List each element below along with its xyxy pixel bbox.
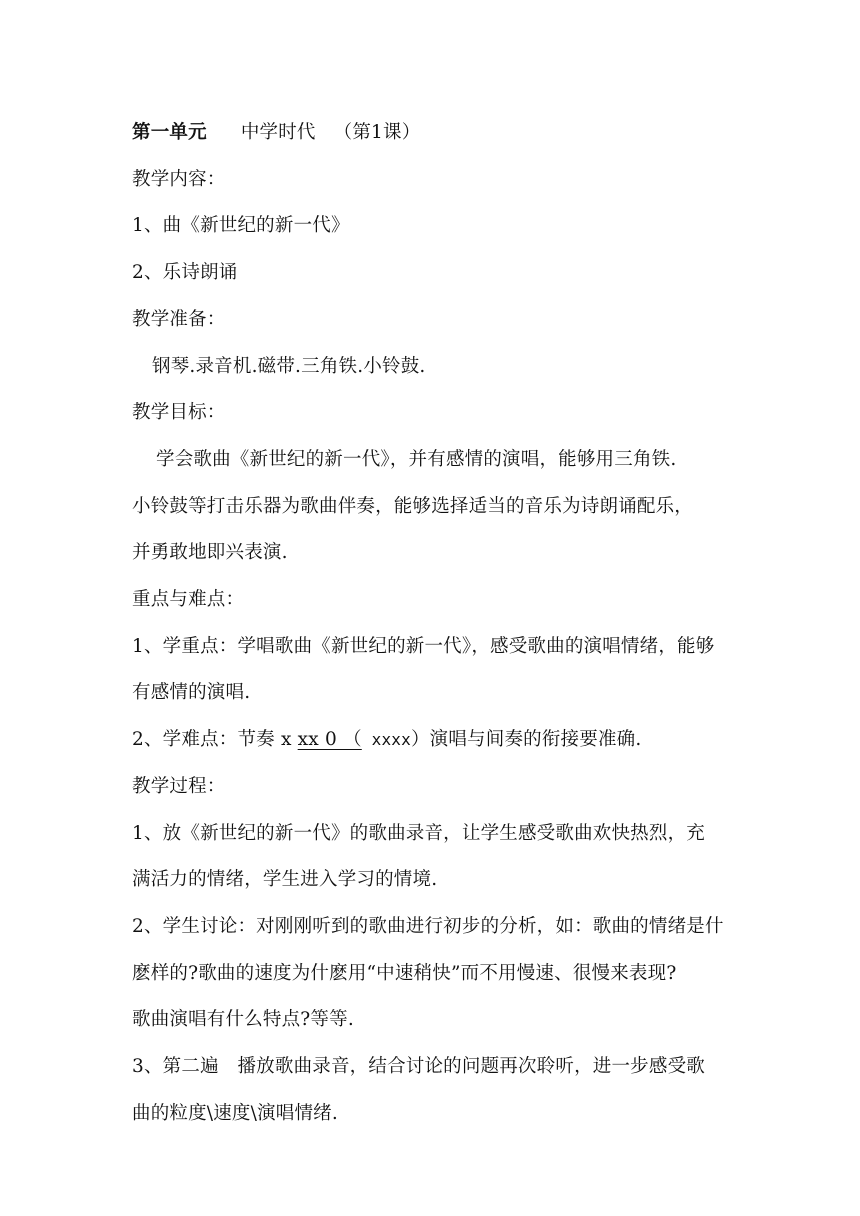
- lesson-name: 中学时代: [240, 122, 316, 143]
- goals-line-1: 学会歌曲《新世纪的新一代》，并有感情的演唱，能够用三角铁.: [156, 448, 677, 470]
- key-point-line-2: 有感情的演唱.: [132, 682, 251, 704]
- content-item-2: 2、乐诗朗诵: [132, 262, 238, 284]
- process-3-line-2: 曲的粒度\速度\演唱情绪.: [132, 1102, 338, 1124]
- preparation-items: 钢琴.录音机.磁带.三角铁.小铃鼓.: [152, 355, 426, 377]
- process-3-line-1: 3、第二遍 播放歌曲录音，结合讨论的问题再次聆听，进一步感受歌: [132, 1056, 705, 1078]
- rhythm-notation: xxxx: [361, 730, 411, 750]
- lesson-title: [132, 110, 732, 157]
- unit-label: 第一单元: [132, 122, 207, 143]
- rhythm-underlined: xx 0 （: [297, 729, 362, 751]
- difficulty-prefix: 2、学难点：节奏 x: [132, 729, 298, 751]
- heading-teaching-process: 教学过程：: [132, 775, 226, 797]
- difficulty-point: [132, 717, 732, 764]
- content-item-1: 1、曲《新世纪的新一代》: [132, 215, 350, 237]
- goals-line-2: 小铃鼓等打击乐器为歌曲伴奏，能够选择适当的音乐为诗朗诵配乐，: [132, 495, 694, 517]
- process-1-line-1: 1、放《新世纪的新一代》的歌曲录音，让学生感受歌曲欢快热烈，充: [132, 822, 705, 844]
- heading-teaching-content: 教学内容：: [132, 168, 226, 190]
- process-2-line-3: 歌曲演唱有什么特点?等等.: [132, 1009, 354, 1031]
- process-1-line-2: 满活力的情绪，学生进入学习的情境.: [132, 869, 438, 891]
- process-2-line-2: 麽样的?歌曲的速度为什麽用“中速稍快”而不用慢速、很慢来表现?: [132, 962, 677, 984]
- heading-teaching-preparation: 教学准备：: [132, 308, 226, 330]
- difficulty-suffix: ）演唱与间奏的衔接要准确.: [410, 729, 642, 751]
- heading-teaching-goals: 教学目标：: [132, 402, 226, 424]
- goals-line-3: 并勇敢地即兴表演.: [132, 542, 288, 564]
- key-point-line-1: 1、学重点：学唱歌曲《新世纪的新一代》，感受歌曲的演唱情绪，能够: [132, 635, 715, 657]
- lesson-number: （第1课）: [333, 122, 421, 143]
- heading-key-difficult-points: 重点与难点：: [132, 589, 245, 611]
- process-2-line-1: 2、学生讨论：对刚刚听到的歌曲进行初步的分析，如：歌曲的情绪是什: [132, 915, 724, 937]
